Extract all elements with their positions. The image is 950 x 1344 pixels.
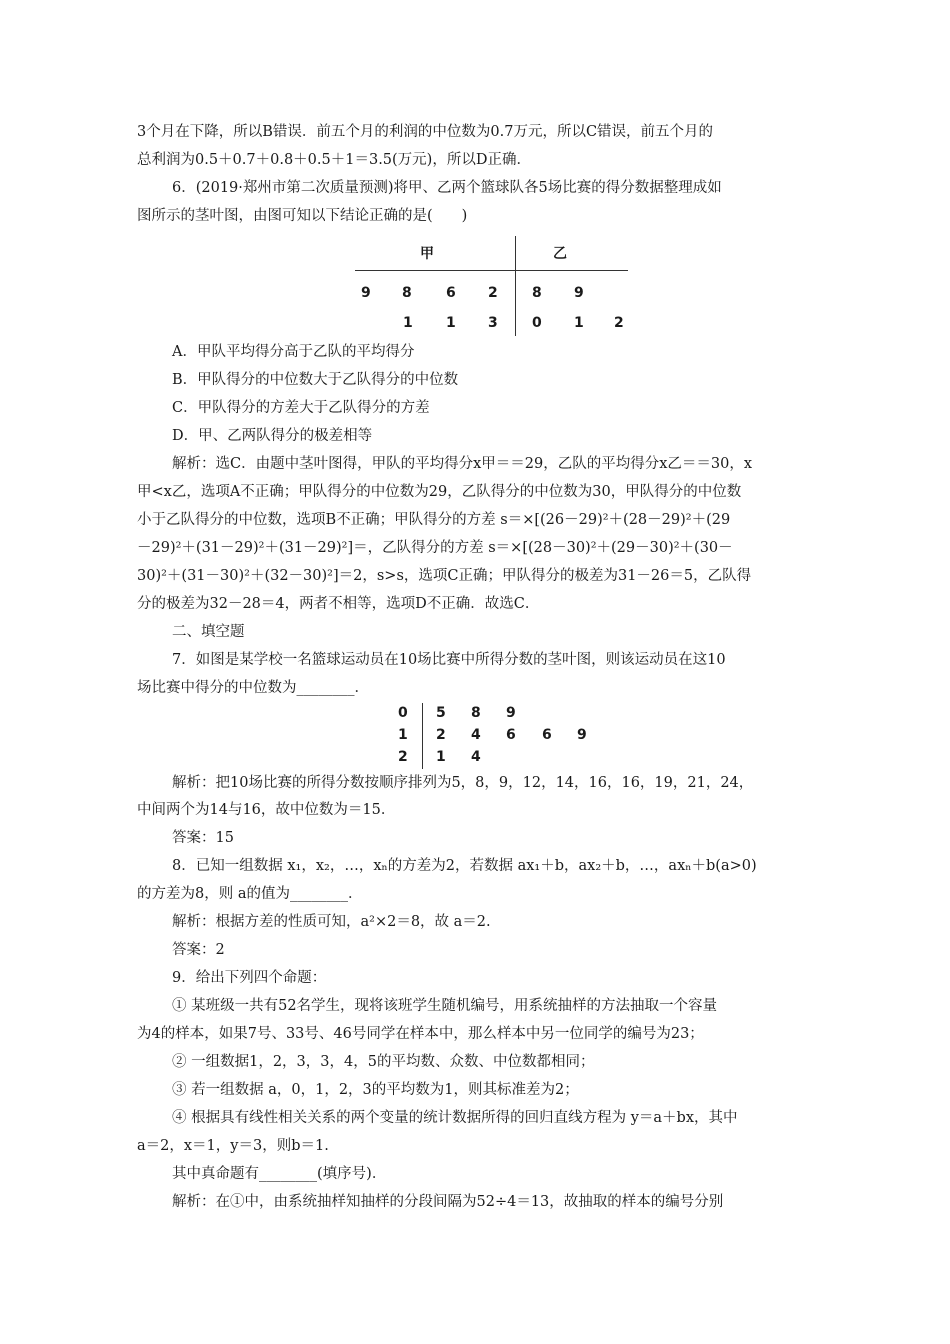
leaf: 0 <box>532 315 542 331</box>
leaf: 1 <box>403 315 413 331</box>
option-b: B．甲队得分的中位数大于乙队得分的中位数 <box>172 372 459 388</box>
text-line: 甲<x乙，选项A不正确；甲队得分的中位数为29，乙队得分的中位数为30，甲队得分的中位数 <box>137 484 742 500</box>
text-line: 小于乙队得分的中位数，选项B不正确；甲队得分的方差 s＝×[(26－29)²＋(28－29)²＋(29 <box>137 512 731 528</box>
team-yi-header: 乙 <box>553 246 567 262</box>
leaf: 1 <box>446 315 456 331</box>
text-line: 分的极差为32－28＝4，两者不相等，选项D不正确．故选C． <box>137 596 540 612</box>
leaf: 1 <box>436 749 446 765</box>
text-line: 其中真命题有________(填序号)． <box>172 1166 387 1182</box>
stem: 0 <box>398 705 408 721</box>
proposition-1: ① 某班级一共有52名学生，现将该班学生随机编号，用系统抽样的方法抽取一个容量 <box>172 998 718 1014</box>
proposition-4: ④ 根据具有线性相关关系的两个变量的统计数据所得的回归直线方程为 y＝a＋bx，其中 <box>172 1110 738 1126</box>
leaf: 9 <box>506 705 516 721</box>
leaf: 8 <box>532 285 542 301</box>
question-9: 9．给出下列四个命题： <box>172 970 327 986</box>
leaf: 8 <box>471 705 481 721</box>
solution-6: 解析：选C．由题中茎叶图得，甲队的平均得分x甲＝＝29，乙队的平均得分x乙＝＝30，x <box>172 456 753 472</box>
text-line: 场比赛中得分的中位数为________． <box>137 680 369 696</box>
stem-leaf-plot-q7 <box>392 703 592 769</box>
proposition-3: ③ 若一组数据 a，0，1，2，3的平均数为1，则其标准差为2； <box>172 1082 579 1098</box>
text-line: 总利润为0.5＋0.7＋0.8＋0.5＋1＝3.5(万元)，所以D正确． <box>137 152 531 168</box>
option-a: A．甲队平均得分高于乙队的平均得分 <box>172 344 415 360</box>
leaf: 8 <box>402 285 412 301</box>
stem-leaf-plot-q6 <box>355 236 630 336</box>
solution-7: 解析：把10场比赛的所得分数按顺序排列为5，8，9，12，14，16，16，19，21，24， <box>172 775 754 791</box>
leaf: 9 <box>574 285 584 301</box>
leaf: 4 <box>471 727 481 743</box>
text-line: 中间两个为14与16，故中位数为＝15． <box>137 802 396 818</box>
text-line: 图所示的茎叶图，由图可知以下结论正确的是( ) <box>137 208 468 224</box>
stem: 1 <box>398 727 408 743</box>
team-jia-header: 甲 <box>420 246 434 262</box>
text-line: a＝2，x＝1，y＝3，则b＝1. <box>137 1138 329 1154</box>
stem-divider <box>515 236 516 336</box>
solution-9: 解析：在①中，由系统抽样知抽样的分段间隔为52÷4＝13，故抽取的样本的编号分别 <box>172 1194 724 1210</box>
leaf: 9 <box>577 727 587 743</box>
answer-7: 答案：15 <box>172 830 234 846</box>
leaf: 6 <box>446 285 456 301</box>
section-heading: 二、填空题 <box>172 624 245 640</box>
stem: 3 <box>488 315 498 331</box>
leaf: 1 <box>574 315 584 331</box>
leaf: 4 <box>471 749 481 765</box>
leaf: 6 <box>542 727 552 743</box>
stem: 2 <box>488 285 498 301</box>
text-line: 30)²＋(31－30)²＋(32－30)²]＝2，s>s，选项C正确；甲队得分的极差为31－26＝5，乙队得 <box>137 568 752 584</box>
header-divider <box>355 270 628 271</box>
text-line: 3个月在下降，所以B错误．前五个月的利润的中位数为0.7万元，所以C错误，前五个月的 <box>137 124 714 140</box>
leaf: 2 <box>436 727 446 743</box>
answer-8: 答案：2 <box>172 942 225 958</box>
text-line: －29)²＋(31－29)²＋(31－29)²]＝，乙队得分的方差 s＝×[(28－30)²＋(29－30)²＋(30－ <box>137 540 733 556</box>
leaf: 2 <box>614 315 624 331</box>
proposition-2: ② 一组数据1，2，3，3，4，5的平均数、众数、中位数都相同； <box>172 1054 595 1070</box>
text-line: 的方差为8，则 a的值为________． <box>137 886 363 902</box>
stem-divider <box>422 703 423 769</box>
solution-8: 解析：根据方差的性质可知，a²×2＝8，故 a＝2. <box>172 914 491 930</box>
text-line: 为4的样本，如果7号、33号、46号同学在样本中，那么样本中另一位同学的编号为23； <box>137 1026 704 1042</box>
question-6: 6．(2019·郑州市第二次质量预测)将甲、乙两个篮球队各5场比赛的得分数据整理成如 <box>172 180 722 196</box>
option-d: D．甲、乙两队得分的极差相等 <box>172 428 373 444</box>
leaf: 6 <box>506 727 516 743</box>
stem: 2 <box>398 749 408 765</box>
leaf: 9 <box>361 285 371 301</box>
question-7: 7．如图是某学校一名篮球运动员在10场比赛中所得分数的茎叶图，则该运动员在这10 <box>172 652 726 668</box>
option-c: C．甲队得分的方差大于乙队得分的方差 <box>172 400 430 416</box>
question-8: 8．已知一组数据 x₁，x₂，…，xₙ的方差为2，若数据 ax₁＋b，ax₂＋b，…，axₙ＋b(a>0) <box>172 858 757 874</box>
leaf: 5 <box>436 705 446 721</box>
